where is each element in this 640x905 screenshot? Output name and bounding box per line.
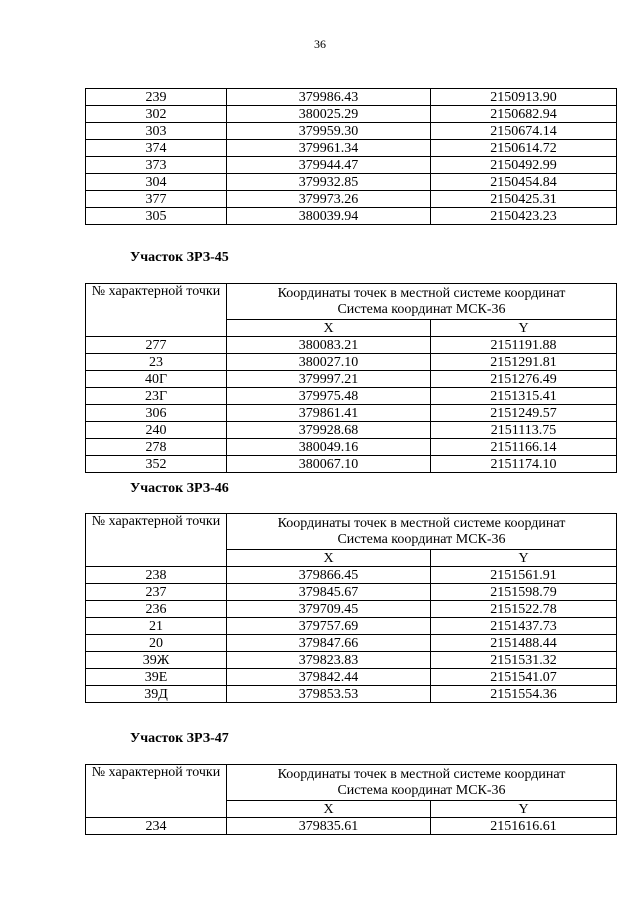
table-row xyxy=(86,439,617,456)
header-x: X xyxy=(227,320,431,337)
cell-y: 2150492.99 xyxy=(431,157,617,174)
cell-x: 379709.45 xyxy=(227,601,431,618)
section-title-zrz-47: Участок ЗРЗ-47 xyxy=(130,731,229,746)
cell-x: 379823.83 xyxy=(227,652,431,669)
cell-x: 379866.45 xyxy=(227,567,431,584)
cell-x: 379928.68 xyxy=(227,422,431,439)
cell-y: 2151166.14 xyxy=(431,439,617,456)
cell-point-number: 20 xyxy=(86,635,227,652)
cell-y: 2151276.49 xyxy=(431,371,617,388)
header-coordinates-line1: Координаты точек в местной системе координат xyxy=(277,766,566,782)
table-body xyxy=(86,567,617,703)
coordinates-table-continued xyxy=(85,88,617,225)
cell-point-number: 240 xyxy=(86,422,227,439)
cell-point-number: 238 xyxy=(86,567,227,584)
cell-y: 2151113.75 xyxy=(431,422,617,439)
table-row xyxy=(86,354,617,371)
cell-y: 2151174.10 xyxy=(431,456,617,473)
cell-x: 380025.29 xyxy=(227,106,431,123)
cell-point-number: 239 xyxy=(86,89,227,106)
page-number: 36 xyxy=(314,37,326,51)
table-body xyxy=(86,337,617,473)
table-row xyxy=(86,174,617,191)
table-row xyxy=(86,388,617,405)
cell-y: 2150682.94 xyxy=(431,106,617,123)
cell-y: 2151561.91 xyxy=(431,567,617,584)
cell-y: 2151531.32 xyxy=(431,652,617,669)
cell-point-number: 39Ж xyxy=(86,652,227,669)
cell-x: 380049.16 xyxy=(227,439,431,456)
cell-x: 379932.85 xyxy=(227,174,431,191)
table-row xyxy=(86,456,617,473)
cell-y: 2151598.79 xyxy=(431,584,617,601)
header-x: X xyxy=(227,550,431,567)
table-header xyxy=(86,284,617,337)
header-coordinates xyxy=(227,284,617,320)
cell-y: 2151488.44 xyxy=(431,635,617,652)
header-y: Y xyxy=(431,801,617,818)
cell-point-number: 373 xyxy=(86,157,227,174)
cell-x: 379845.67 xyxy=(227,584,431,601)
table-row xyxy=(86,567,617,584)
header-coordinates-line2: Система координат МСК-36 xyxy=(337,782,506,798)
cell-x: 379847.66 xyxy=(227,635,431,652)
header-coordinates-line2: Система координат МСК-36 xyxy=(337,301,506,317)
cell-y: 2150674.14 xyxy=(431,123,617,140)
table-row xyxy=(86,652,617,669)
cell-x: 379835.61 xyxy=(227,818,431,835)
table-row xyxy=(86,405,617,422)
cell-y: 2151554.36 xyxy=(431,686,617,703)
cell-y: 2151437.73 xyxy=(431,618,617,635)
cell-y: 2150614.72 xyxy=(431,140,617,157)
cell-point-number: 234 xyxy=(86,818,227,835)
cell-point-number: 40Г xyxy=(86,371,227,388)
cell-point-number: 236 xyxy=(86,601,227,618)
section-title-zrz-45: Участок ЗРЗ-45 xyxy=(130,250,229,265)
cell-x: 379757.69 xyxy=(227,618,431,635)
table-row xyxy=(86,208,617,225)
cell-y: 2150454.84 xyxy=(431,174,617,191)
table-body xyxy=(86,818,617,835)
cell-point-number: 277 xyxy=(86,337,227,354)
cell-x: 380083.21 xyxy=(227,337,431,354)
cell-point-number: 278 xyxy=(86,439,227,456)
table-row xyxy=(86,686,617,703)
table-row xyxy=(86,123,617,140)
table-row xyxy=(86,337,617,354)
cell-point-number: 23Г xyxy=(86,388,227,405)
table-row xyxy=(86,89,617,106)
cell-x: 379842.44 xyxy=(227,669,431,686)
table-row xyxy=(86,818,617,835)
coordinates-table-zrz-45 xyxy=(85,283,617,473)
cell-point-number: 305 xyxy=(86,208,227,225)
cell-point-number: 39Е xyxy=(86,669,227,686)
header-y: Y xyxy=(431,320,617,337)
cell-y: 2151191.88 xyxy=(431,337,617,354)
cell-y: 2151541.07 xyxy=(431,669,617,686)
cell-x: 380039.94 xyxy=(227,208,431,225)
cell-y: 2150423.23 xyxy=(431,208,617,225)
header-point-number: № характерной точки xyxy=(86,284,227,337)
header-coordinates xyxy=(227,514,617,550)
table-row xyxy=(86,422,617,439)
cell-point-number: 306 xyxy=(86,405,227,422)
cell-x: 379986.43 xyxy=(227,89,431,106)
cell-x: 379975.48 xyxy=(227,388,431,405)
cell-x: 379961.34 xyxy=(227,140,431,157)
table-row xyxy=(86,140,617,157)
cell-x: 379853.53 xyxy=(227,686,431,703)
table-row xyxy=(86,635,617,652)
cell-y: 2150913.90 xyxy=(431,89,617,106)
cell-point-number: 237 xyxy=(86,584,227,601)
header-x: X xyxy=(227,801,431,818)
header-coordinates xyxy=(227,765,617,801)
cell-point-number: 23 xyxy=(86,354,227,371)
section-title-zrz-46: Участок ЗРЗ-46 xyxy=(130,481,229,496)
cell-y: 2150425.31 xyxy=(431,191,617,208)
cell-point-number: 374 xyxy=(86,140,227,157)
cell-x: 379959.30 xyxy=(227,123,431,140)
coordinates-table-zrz-47 xyxy=(85,764,617,835)
cell-point-number: 302 xyxy=(86,106,227,123)
table-row xyxy=(86,191,617,208)
table-body xyxy=(86,89,617,225)
cell-x: 379944.47 xyxy=(227,157,431,174)
header-coordinates-line2: Система координат МСК-36 xyxy=(337,531,506,547)
table-row xyxy=(86,106,617,123)
table-row xyxy=(86,601,617,618)
cell-point-number: 304 xyxy=(86,174,227,191)
cell-point-number: 21 xyxy=(86,618,227,635)
cell-x: 380067.10 xyxy=(227,456,431,473)
table-row xyxy=(86,157,617,174)
table-row xyxy=(86,618,617,635)
cell-y: 2151315.41 xyxy=(431,388,617,405)
cell-y: 2151291.81 xyxy=(431,354,617,371)
cell-y: 2151616.61 xyxy=(431,818,617,835)
coordinates-table-zrz-46 xyxy=(85,513,617,703)
cell-point-number: 303 xyxy=(86,123,227,140)
header-coordinates-line1: Координаты точек в местной системе координат xyxy=(277,515,566,531)
cell-x: 380027.10 xyxy=(227,354,431,371)
cell-point-number: 352 xyxy=(86,456,227,473)
header-point-number: № характерной точки xyxy=(86,514,227,567)
table-header xyxy=(86,765,617,818)
table-header xyxy=(86,514,617,567)
cell-x: 379973.26 xyxy=(227,191,431,208)
header-y: Y xyxy=(431,550,617,567)
cell-y: 2151522.78 xyxy=(431,601,617,618)
header-coordinates-line1: Координаты точек в местной системе координат xyxy=(277,285,566,301)
table-row xyxy=(86,584,617,601)
cell-point-number: 39Д xyxy=(86,686,227,703)
cell-point-number: 377 xyxy=(86,191,227,208)
header-point-number: № характерной точки xyxy=(86,765,227,818)
table-row xyxy=(86,669,617,686)
table-row xyxy=(86,371,617,388)
cell-y: 2151249.57 xyxy=(431,405,617,422)
cell-x: 379997.21 xyxy=(227,371,431,388)
cell-x: 379861.41 xyxy=(227,405,431,422)
